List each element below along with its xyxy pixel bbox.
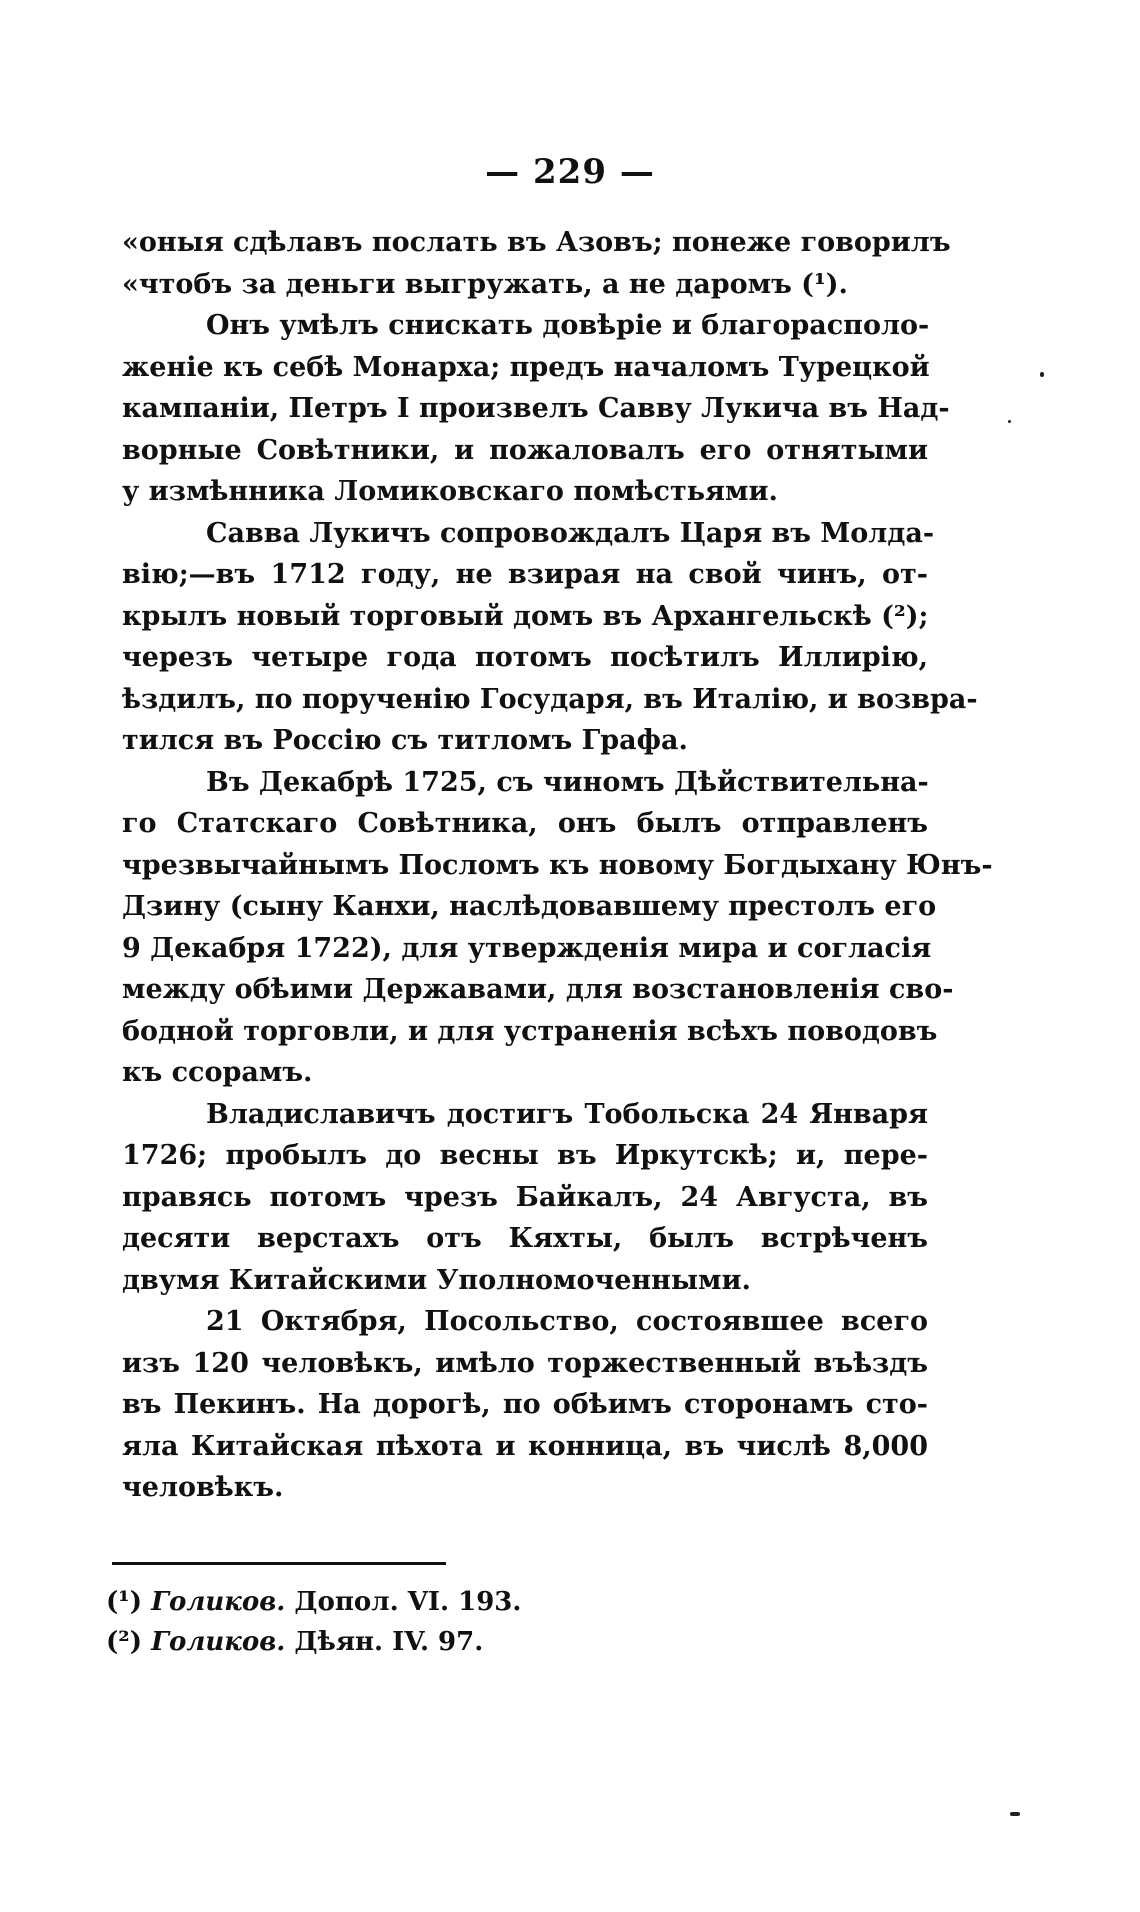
footnote-author: Голиков. bbox=[151, 1627, 286, 1657]
text-line: десяти верстахъ отъ Кяхты, былъ встрѣченъ bbox=[122, 1223, 928, 1254]
ink-speck bbox=[1040, 372, 1044, 377]
text-line: къ ссорамъ. bbox=[122, 1057, 313, 1088]
footnote-mark: (¹) bbox=[106, 1587, 142, 1617]
body-text bbox=[122, 222, 993, 1509]
ink-speck bbox=[1008, 420, 1011, 423]
text-line: крылъ новый торговый домъ въ Архангельскѣ (²); bbox=[122, 600, 929, 632]
text-line: Онъ умѣлъ снискать довѣріе и благорасполо- bbox=[206, 310, 930, 341]
text-line: «оныя сдѣлавъ послать въ Азовъ; понеже говорилъ bbox=[122, 227, 951, 258]
text-line: въ Пекинъ. На дорогѣ, по обѣимъ сторонамъ сто- bbox=[122, 1389, 928, 1420]
text-line: правясь потомъ чрезъ Байкалъ, 24 Августа, въ bbox=[122, 1181, 928, 1213]
text-line: двумя Китайскими Уполномоченными. bbox=[122, 1264, 751, 1296]
text-line: ворные Совѣтники, и пожаловалъ его отнятыми bbox=[122, 434, 928, 466]
footnote bbox=[106, 1582, 806, 1622]
text-line: человѣкъ. bbox=[122, 1472, 284, 1503]
text-line: женіе къ себѣ Монарха; предъ началомъ Турецкой bbox=[122, 351, 930, 383]
text-line: Въ Декабрѣ 1725, съ чиномъ Дѣйствительна- bbox=[206, 766, 929, 798]
text-line: 1726; пробылъ до весны въ Иркутскѣ; и, пере- bbox=[122, 1140, 928, 1171]
footnote-mark: (²) bbox=[106, 1627, 142, 1657]
footnote bbox=[106, 1622, 806, 1662]
text-line: 9 Декабря 1722), для утвержденія мира и согласія bbox=[122, 932, 932, 964]
footnote-divider bbox=[112, 1562, 446, 1565]
footnotes bbox=[106, 1582, 806, 1662]
text-line: ѣздилъ, по порученію Государя, въ Италію, и возвра- bbox=[122, 683, 978, 715]
footnote-author: Голиков. bbox=[151, 1587, 286, 1617]
text-line: кампаніи, Петръ I произвелъ Савву Лукича въ Над- bbox=[122, 393, 950, 424]
footnote-reference: Допол. VI. 193. bbox=[294, 1587, 522, 1617]
text-line: яла Китайская пѣхота и конница, въ числѣ 8,000 bbox=[122, 1430, 928, 1462]
text-line: го Статскаго Совѣтника, онъ былъ отправленъ bbox=[122, 808, 928, 839]
ink-speck bbox=[1010, 1812, 1020, 1816]
text-line: тился въ Россію съ титломъ Графа. bbox=[122, 725, 688, 756]
text-line: изъ 120 человѣкъ, имѣло торжественный въѣздъ bbox=[122, 1347, 928, 1379]
text-line: у измѣнника Ломиковскаго помѣстьями. bbox=[122, 476, 778, 507]
footnote-reference: Дѣян. IV. 97. bbox=[294, 1627, 484, 1657]
page-number: — 229 — bbox=[485, 152, 655, 192]
text-line: бодной торговли, и для устраненія всѣхъ поводовъ bbox=[122, 1015, 938, 1047]
text-line: черезъ четыре года потомъ посѣтилъ Иллирію, bbox=[122, 642, 928, 673]
text-line: Владиславичъ достигъ Тобольска 24 Января bbox=[206, 1098, 928, 1130]
text-line: между обѣими Державами, для возстановленія сво- bbox=[122, 974, 954, 1005]
text-line: Дзину (сыну Канхи, наслѣдовавшему престолъ его bbox=[122, 891, 937, 922]
text-line: «чтобъ за деньги выгружать, а не даромъ (¹). bbox=[122, 268, 848, 300]
text-line: вію;—въ 1712 году, не взирая на свой чинъ, от- bbox=[122, 559, 928, 590]
text-line: чрезвычайнымъ Посломъ къ новому Богдыхану Юнъ- bbox=[122, 849, 993, 881]
text-line: Савва Лукичъ сопровождалъ Царя въ Молда- bbox=[206, 517, 935, 549]
text-line: 21 Октября, Посольство, состоявшее всего bbox=[206, 1306, 928, 1337]
